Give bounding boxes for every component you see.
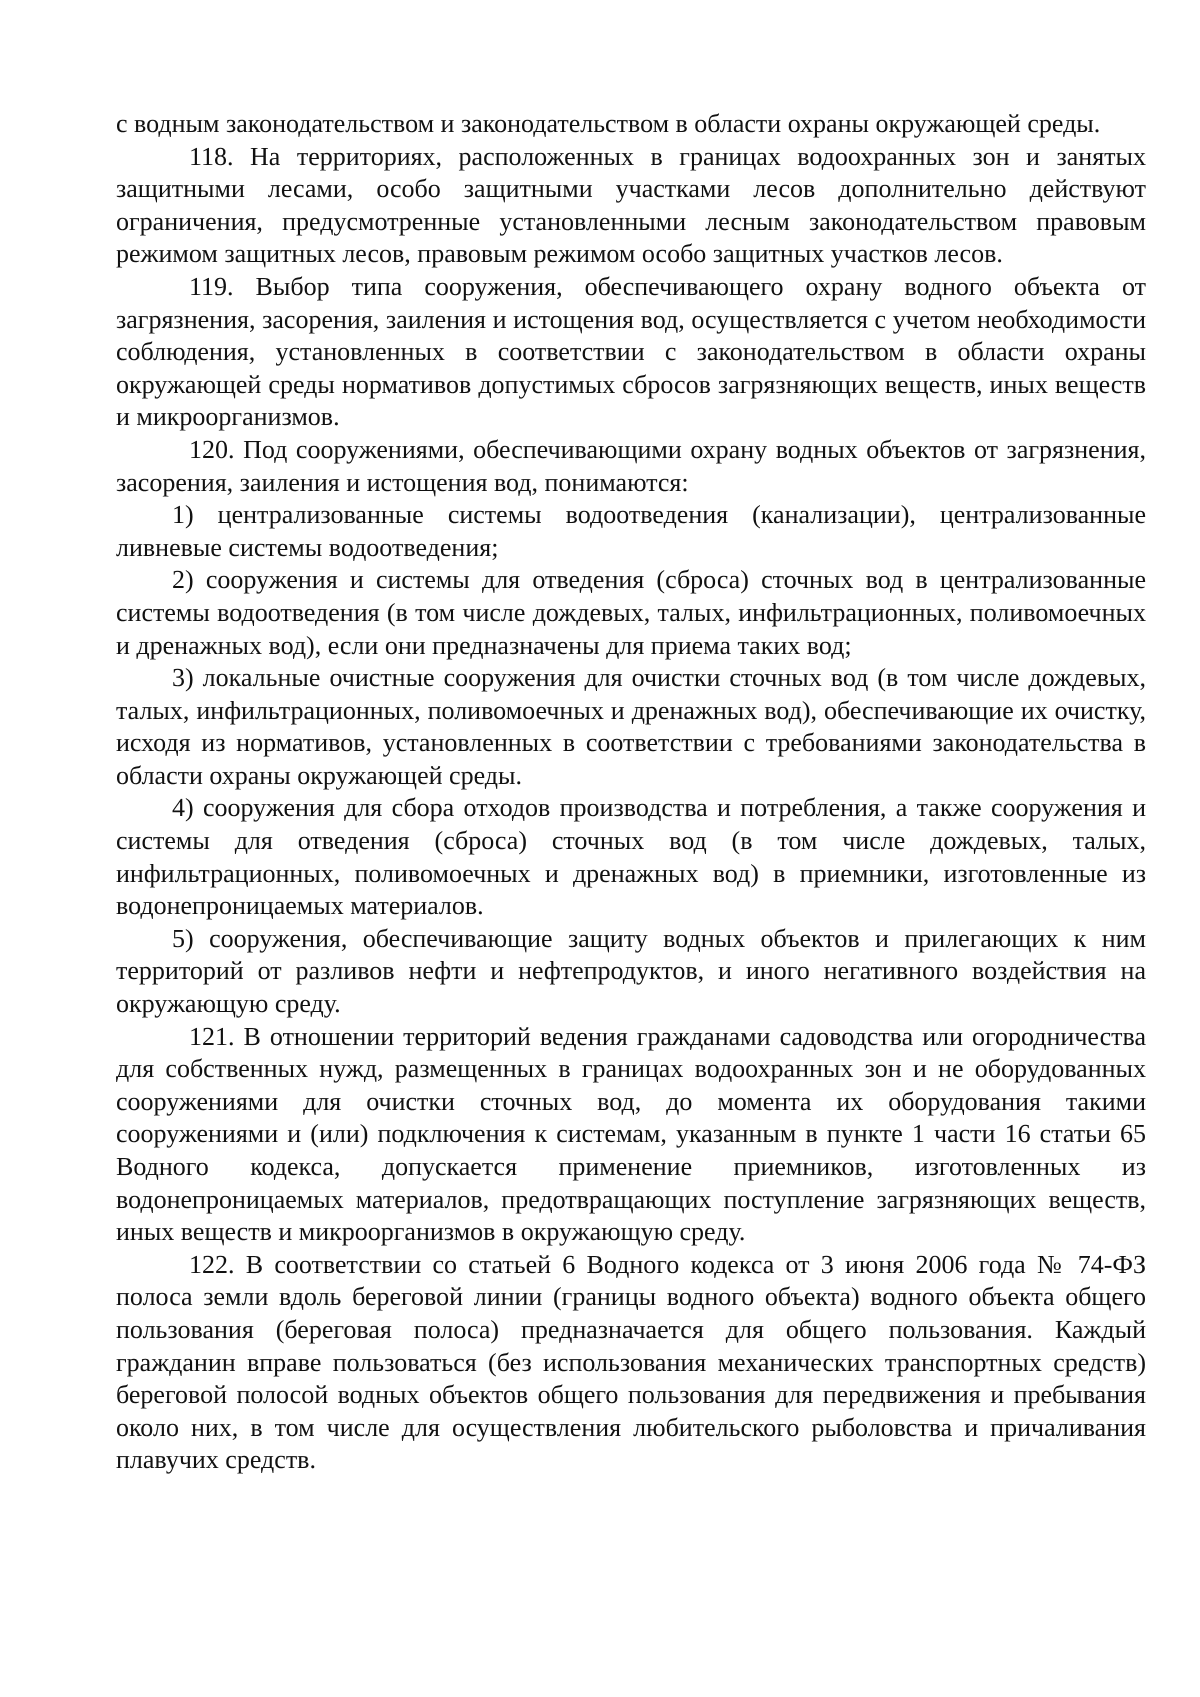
paragraph-continuation: с водным законодательством и законодательством в области охраны окружающей среды. — [116, 109, 1101, 138]
paragraph-122: 122. В соответствии со статьей 6 Водного кодекса от 3 июня 2006 года № 74-ФЗ полоса земли вдоль береговой линии (границы водного объекта) водного объекта общего пользования (береговая полоса) предназначается для общего пользования. Каждый гражданин вправе пользоваться (без использования механических транспортных средств) береговой полосой водных объектов общего пользования для передвижения и пребывания около них, в том числе для осуществления любительского рыболовства и причаливания плавучих средств. — [116, 1249, 1146, 1475]
paragraph-121: 121. В отношении территорий ведения гражданами садоводства или огородничества для собственных нужд, размещенных в границах водоохранных зон и не оборудованных сооружениями для очистки сточных вод, до момента их оборудования такими сооружениями и (или) подключения к системам, указанным в пункте 1 части 16 статьи 65 Водного кодекса, допускается применение приемников, изготовленных из водонепроницаемых материалов, предотвращающих поступление загрязняющих веществ, иных веществ и микроорганизмов в окружающую среду. — [116, 1021, 1146, 1247]
list-item-120-1: 1) централизованные системы водоотведения (канализации), централизованные ливневые системы водоотведения; — [116, 500, 1146, 562]
list-item-120-5: 5) сооружения, обеспечивающие защиту водных объектов и прилегающих к ним территорий от разливов нефти и нефтепродуктов, и иного негативного воздействия на окружающую среду. — [116, 923, 1146, 1019]
paragraph-118: 118. На территориях, расположенных в границах водоохранных зон и занятых защитными лесами, особо защитными участками лесов дополнительно действуют ограничения, предусмотренные установленными лесным законодательством правовым режимом защитных лесов, правовым режимом особо защитных участков лесов. — [116, 141, 1146, 269]
paragraph-120: 120. Под сооружениями, обеспечивающими охрану водных объектов от загрязнения, засорения, заиления и истощения вод, понимаются: — [116, 434, 1146, 497]
document-page — [116, 108, 1146, 1477]
paragraph-119: 119. Выбор типа сооружения, обеспечивающего охрану водного объекта от загрязнения, засорения, заиления и истощения вод, осуществляется с учетом необходимости соблюдения, установленных в соответствии с законодательством в области охраны окружающей среды нормативов допустимых сбросов загрязняющих веществ, иных веществ и микроорганизмов. — [116, 271, 1146, 432]
list-item-120-3: 3) локальные очистные сооружения для очистки сточных вод (в том числе дождевых, талых, инфильтрационных, поливомоечных и дренажных вод), обеспечивающие их очистку, исходя из нормативов, установленных в соответствии с требованиями законодательства в области охраны окружающей среды. — [116, 663, 1146, 790]
list-item-120-2: 2) сооружения и системы для отведения (сброса) сточных вод в централизованные системы водоотведения (в том числе дождевых, талых, инфильтрационных, поливомоечных и дренажных вод), если они предназначены для приема таких вод; — [116, 565, 1146, 660]
list-item-120-4: 4) сооружения для сбора отходов производства и потребления, а также сооружения и системы для отведения (сброса) сточных вод (в том числе дождевых, талых, инфильтрационных, поливомоечных и дренажных вод) в приемники, изготовленные из водонепроницаемых материалов. — [116, 793, 1146, 921]
